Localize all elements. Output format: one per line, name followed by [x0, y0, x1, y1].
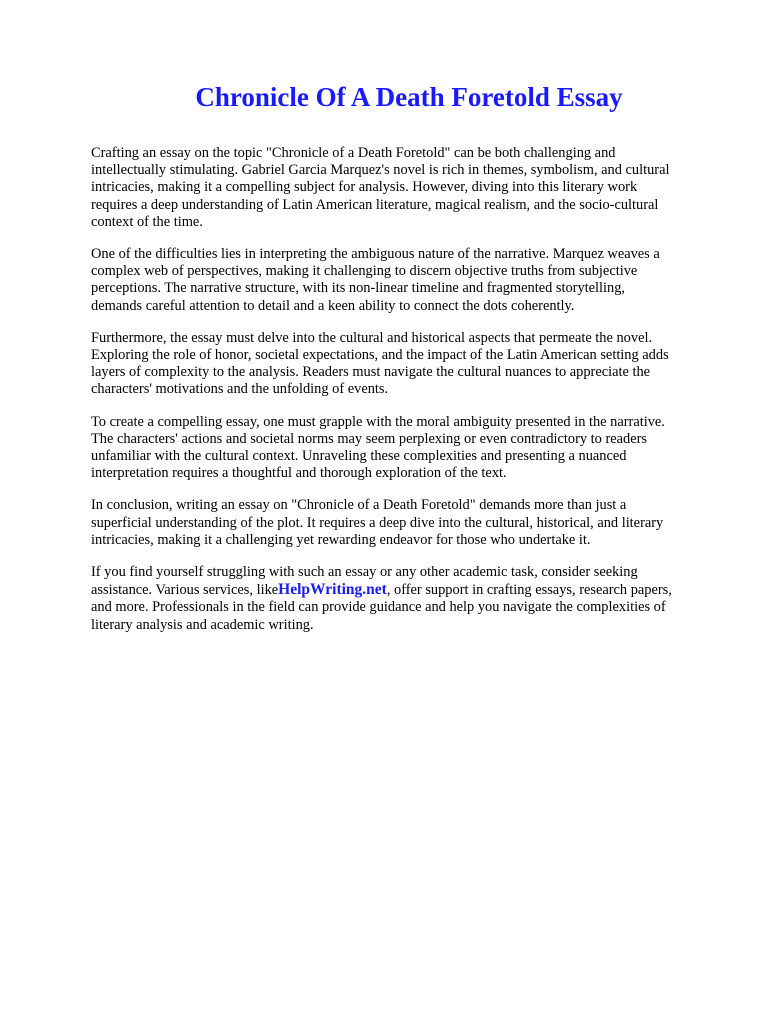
- link-lead-text: assistance. Various services, like: [91, 582, 279, 599]
- paragraph-4: [91, 414, 721, 483]
- paragraph-line: intricacies, making it a challenging yet rewarding endeavor for those who undertake it.: [91, 531, 591, 548]
- paragraph-line: and more. Professionals in the field can provide guidance and help you navigate the complexities of: [91, 599, 666, 616]
- paragraph-line: If you find yourself struggling with such an essay or any other academic task, consider seeking: [91, 564, 638, 581]
- paragraph-line: One of the difficulties lies in interpreting the ambiguous nature of the narrative. Marquez weaves a: [91, 246, 660, 263]
- paragraph-1: [91, 145, 721, 231]
- paragraph-6: [91, 564, 721, 634]
- paragraph-line: Crafting an essay on the topic "Chronicle of a Death Foretold" can be both challenging and: [91, 145, 616, 161]
- paragraph-line: complex web of perspectives, making it challenging to discern objective truths from subjective: [91, 263, 638, 280]
- paragraph-3: [91, 330, 721, 399]
- paragraph-2: [91, 246, 721, 315]
- helpwriting-link[interactable]: HelpWriting.net: [278, 581, 387, 599]
- paragraph-line: characters' motivations and the unfolding of events.: [91, 381, 389, 398]
- paragraph-line: intricacies, making it a compelling subject for analysis. However, diving into this literary work: [91, 179, 638, 196]
- paragraph-line: interpretation requires a thoughtful and thorough exploration of the text.: [91, 465, 507, 482]
- paragraph-line: The characters' actions and societal norms may seem perplexing or even contradictory to readers: [91, 430, 648, 447]
- document-body: [91, 145, 721, 649]
- paragraph-line: intellectually stimulating. Gabriel Garcia Marquez's novel is rich in themes, symbolism, and cultural: [91, 162, 670, 179]
- paragraph-line: Exploring the role of honor, societal expectations, and the impact of the Latin American setting adds: [91, 347, 669, 364]
- link-trail-text: , offer support in crafting essays, research papers,: [386, 582, 672, 599]
- paragraph-5: [91, 497, 721, 549]
- paragraph-line: layers of complexity to the analysis. Readers must navigate the cultural nuances to appreciate the: [91, 364, 651, 381]
- paragraph-line: requires a deep understanding of Latin American literature, magical realism, and the socio-cultural: [91, 196, 659, 213]
- document-title: Chronicle Of A Death Foretold Essay: [195, 82, 623, 112]
- paragraph-line: perceptions. The narrative structure, with its non-linear timeline and fragmented storytelling,: [91, 280, 626, 297]
- paragraph-line: To create a compelling essay, one must grapple with the moral ambiguity presented in the narrative.: [91, 413, 665, 430]
- paragraph-line: demands careful attention to detail and a keen ability to connect the dots coherently.: [91, 297, 575, 314]
- paragraph-line: context of the time.: [91, 213, 203, 230]
- paragraph-line: Furthermore, the essay must delve into the cultural and historical aspects that permeate the novel.: [91, 329, 653, 346]
- paragraph-line: In conclusion, writing an essay on "Chronicle of a Death Foretold" demands more than just a: [91, 497, 627, 514]
- paragraph-line: superficial understanding of the plot. It requires a deep dive into the cultural, historical, and literary: [91, 514, 664, 531]
- paragraph-line-with-link: [91, 581, 721, 599]
- paragraph-line: unfamiliar with the cultural context. Unraveling these complexities and presenting a nuanced: [91, 448, 627, 465]
- paragraph-line: literary analysis and academic writing.: [91, 616, 314, 633]
